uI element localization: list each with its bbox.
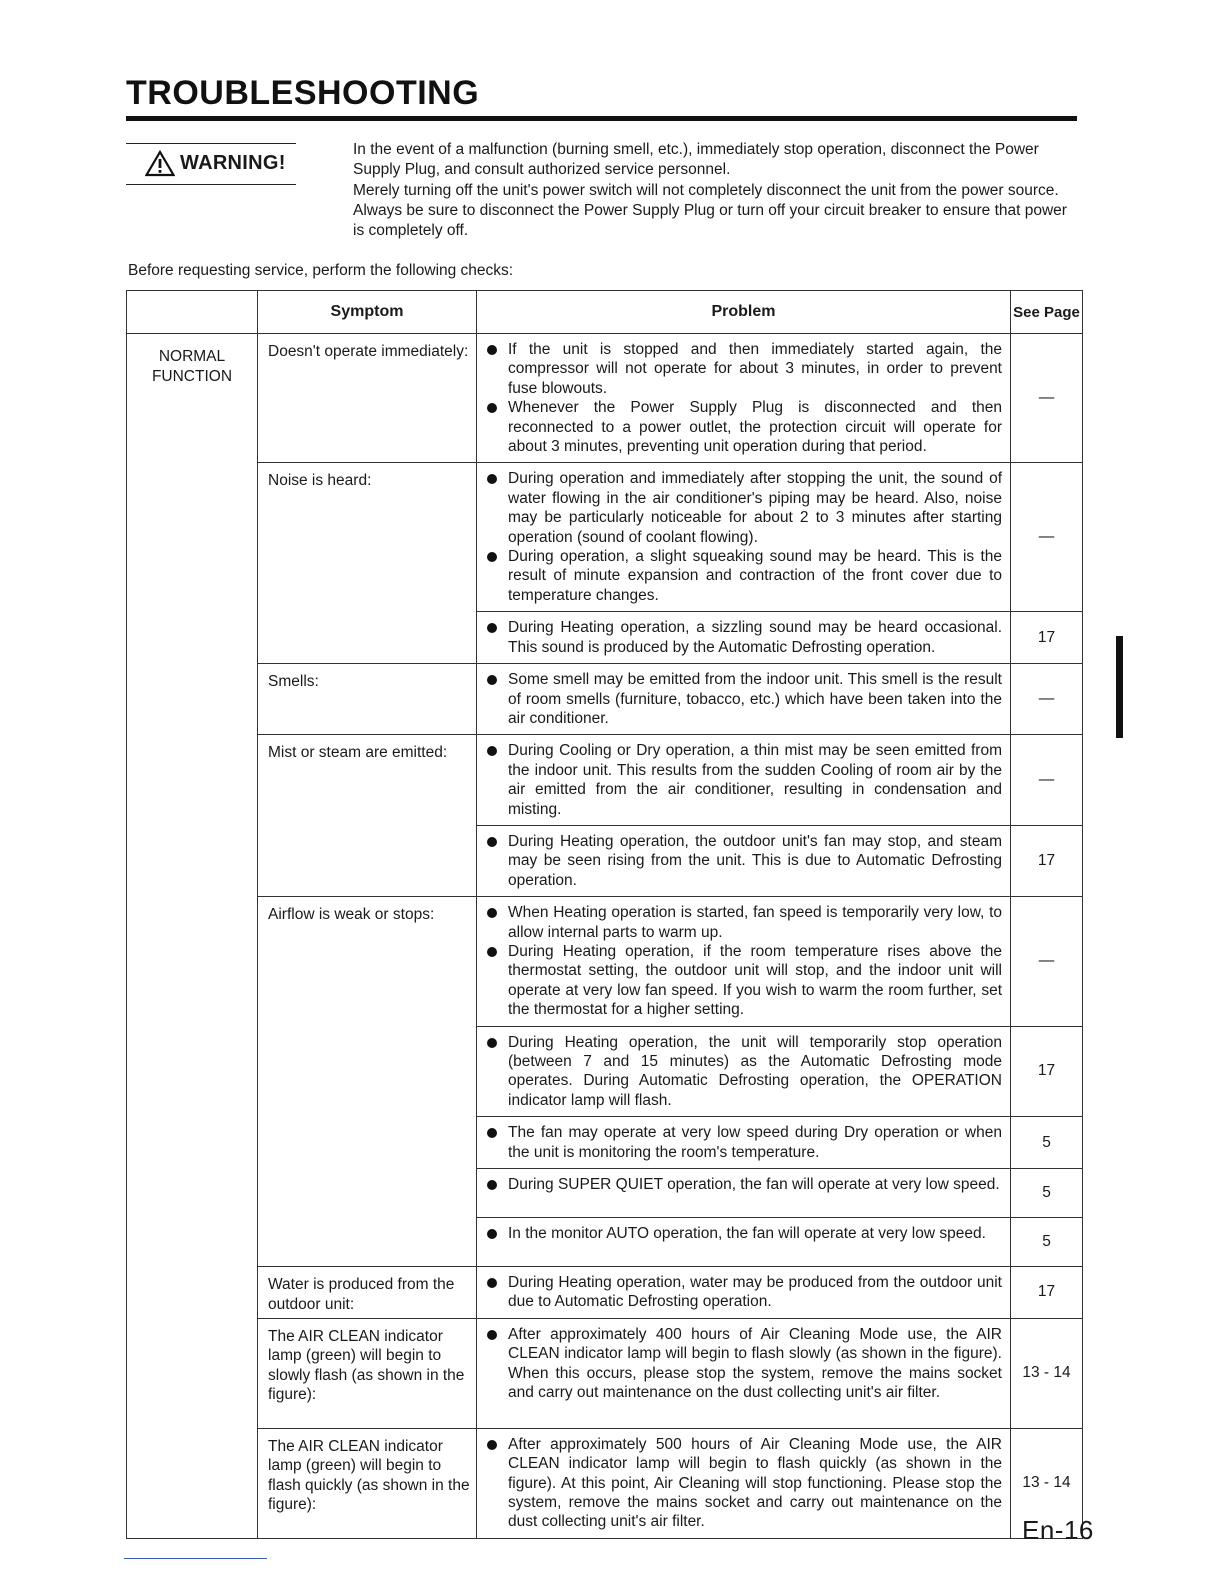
section-marker-bar	[1116, 636, 1123, 738]
problem-item: During operation and immediately after stopping the unit, the sound of water flowing in the air conditioner's piping may be heard. Also, noise may be particularly noticeable for about 2 to 3 minutes after starting operation (sound of coolant flowing).	[487, 469, 1002, 547]
table-header-row	[127, 291, 1083, 334]
problem-cell	[477, 334, 1011, 463]
table-row	[127, 1428, 1083, 1538]
see-page-cell: —	[1011, 664, 1083, 735]
table-body	[127, 334, 1083, 1539]
problem-list	[487, 1435, 1002, 1532]
problem-item: The fan may operate at very low speed during Dry operation or when the unit is monitoring the room's temperature.	[487, 1123, 1002, 1162]
problem-list	[487, 1224, 1002, 1243]
problem-item: During Heating operation, the outdoor unit's fan may stop, and steam may be seen rising from the unit. This is due to Automatic Defrosting operation.	[487, 832, 1002, 890]
problem-cell	[477, 664, 1011, 735]
problem-cell	[477, 1218, 1011, 1267]
problem-list	[487, 1273, 1002, 1312]
table-row	[127, 1267, 1083, 1319]
problem-cell	[477, 1318, 1011, 1428]
see-page-cell: 13 - 14	[1011, 1318, 1083, 1428]
see-page-cell: —	[1011, 463, 1083, 612]
table-row	[127, 1318, 1083, 1428]
problem-item: During Heating operation, if the room temperature rises above the thermostat setting, the outdoor unit will stop, and the indoor unit will operate at very low fan speed. If you wish to warm the room further, set the thermostat for a higher setting.	[487, 942, 1002, 1020]
see-page-cell: 13 - 14	[1011, 1428, 1083, 1538]
symptom-cell: Doesn't operate immediately:	[258, 334, 477, 463]
problem-list	[487, 618, 1002, 657]
see-page-header: See Page	[1011, 291, 1083, 334]
problem-cell	[477, 1428, 1011, 1538]
problem-item: When Heating operation is started, fan speed is temporarily very low, to allow internal parts to warm up.	[487, 903, 1002, 942]
page-title: TROUBLESHOOTING	[126, 74, 480, 112]
symptom-cell: Mist or steam are emitted:	[258, 735, 477, 897]
see-page-cell: 5	[1011, 1117, 1083, 1169]
category-cell	[127, 334, 258, 1539]
problem-cell	[477, 825, 1011, 896]
table-row	[127, 664, 1083, 735]
symptom-cell: Water is produced from the outdoor unit:	[258, 1267, 477, 1319]
see-page-cell: 17	[1011, 1267, 1083, 1319]
symptom-cell: Noise is heard:	[258, 463, 477, 664]
problem-header: Problem	[477, 291, 1011, 334]
warning-heading	[126, 143, 296, 185]
see-page-cell: 17	[1011, 825, 1083, 896]
problem-item: During Heating operation, water may be produced from the outdoor unit due to Automatic Defrosting operation.	[487, 1273, 1002, 1312]
symptom-cell: Airflow is weak or stops:	[258, 897, 477, 1267]
troubleshooting-table	[126, 290, 1083, 1539]
problem-cell	[477, 897, 1011, 1026]
problem-list	[487, 469, 1002, 605]
problem-list	[487, 741, 1002, 819]
see-page-cell: 17	[1011, 612, 1083, 664]
problem-list	[487, 1123, 1002, 1162]
category-label: FUNCTION	[151, 368, 233, 385]
problem-item: During Cooling or Dry operation, a thin mist may be seen emitted from the indoor unit. This results from the sudden Cooling of room air by the air emitted from the air conditioner, resulting in condensation and misting.	[487, 741, 1002, 819]
intro-text: Before requesting service, perform the following checks:	[128, 262, 514, 279]
problem-list	[487, 1175, 1002, 1194]
problem-cell	[477, 1267, 1011, 1319]
problem-item: Whenever the Power Supply Plug is disconnected and then reconnected to a power outlet, the protection circuit will operate for about 3 minutes, preventing unit operation during that period.	[487, 398, 1002, 456]
problem-list	[487, 1033, 1002, 1111]
symptom-cell: Smells:	[258, 664, 477, 735]
warning-label: WARNING!	[180, 152, 286, 174]
problem-item: If the unit is stopped and then immediately started again, the compressor will not operate for about 3 minutes, in order to prevent fuse blowouts.	[487, 340, 1002, 398]
problem-item: After approximately 500 hours of Air Cleaning Mode use, the AIR CLEAN indicator lamp will begin to flash quickly (as shown in the figure). At this point, Air Cleaning will stop functioning. Please stop the system, remove the mains socket and carry out maintenance on the dust collecting unit's air filter.	[487, 1435, 1002, 1532]
problem-item: During SUPER QUIET operation, the fan will operate at very low speed.	[487, 1175, 1002, 1194]
warning-text	[353, 140, 1078, 241]
see-page-cell: —	[1011, 897, 1083, 1026]
table-row	[127, 463, 1083, 612]
warning-paragraph: In the event of a malfunction (burning smell, etc.), immediately stop operation, disconnect the Power Supply Plug, and consult authorized service personnel.	[353, 141, 1039, 179]
category-label: NORMAL	[158, 348, 226, 365]
see-page-cell: 5	[1011, 1169, 1083, 1218]
symptom-cell: The AIR CLEAN indicator lamp (green) will begin to slowly flash (as shown in the figure):	[258, 1318, 477, 1428]
problem-item: Some smell may be emitted from the indoor unit. This smell is the result of room smells (furniture, tobacco, etc.) which have been taken into the air conditioner.	[487, 670, 1002, 728]
problem-cell	[477, 1026, 1011, 1117]
title-rule	[126, 116, 1077, 121]
see-page-cell: —	[1011, 334, 1083, 463]
see-page-cell: 5	[1011, 1218, 1083, 1267]
table-row	[127, 735, 1083, 826]
problem-item: After approximately 400 hours of Air Cleaning Mode use, the AIR CLEAN indicator lamp will begin to flash slowly (as shown in the figure). When this occurs, please stop the system, remove the mains socket and carry out maintenance on the dust collecting unit's air filter.	[487, 1325, 1002, 1403]
problem-cell	[477, 612, 1011, 664]
symptom-header: Symptom	[258, 291, 477, 334]
problem-list	[487, 670, 1002, 728]
warning-triangle-icon	[145, 150, 175, 177]
problem-item: During Heating operation, the unit will temporarily stop operation (between 7 and 15 minutes) as the Automatic Defrosting mode operates. During Automatic Defrosting operation, the OPERATION indicator lamp will flash.	[487, 1033, 1002, 1111]
warning-paragraph: Merely turning off the unit's power switch will not completely disconnect the unit from the power source. Always be sure to disconnect the Power Supply Plug or turn off your circuit breaker to ensure that power is completely off.	[353, 181, 1067, 240]
see-page-cell: —	[1011, 735, 1083, 826]
problem-list	[487, 340, 1002, 456]
problem-cell	[477, 1169, 1011, 1218]
page-number: En-16	[1022, 1515, 1094, 1545]
category-header	[127, 291, 258, 334]
see-page-cell: 17	[1011, 1026, 1083, 1117]
problem-list	[487, 1325, 1002, 1403]
problem-list	[487, 903, 1002, 1019]
problem-cell	[477, 735, 1011, 826]
problem-list	[487, 832, 1002, 890]
table-row	[127, 334, 1083, 463]
problem-cell	[477, 463, 1011, 612]
table-row	[127, 897, 1083, 1026]
problem-cell	[477, 1117, 1011, 1169]
problem-item: During operation, a slight squeaking sound may be heard. This is the result of minute expansion and contraction of the front cover due to temperature changes.	[487, 547, 1002, 605]
problem-item: During Heating operation, a sizzling sound may be heard occasional. This sound is produced by the Automatic Defrosting operation.	[487, 618, 1002, 657]
footer-line	[124, 1558, 267, 1559]
symptom-cell: The AIR CLEAN indicator lamp (green) will begin to flash quickly (as shown in the figure):	[258, 1428, 477, 1538]
problem-item: In the monitor AUTO operation, the fan will operate at very low speed.	[487, 1224, 1002, 1243]
